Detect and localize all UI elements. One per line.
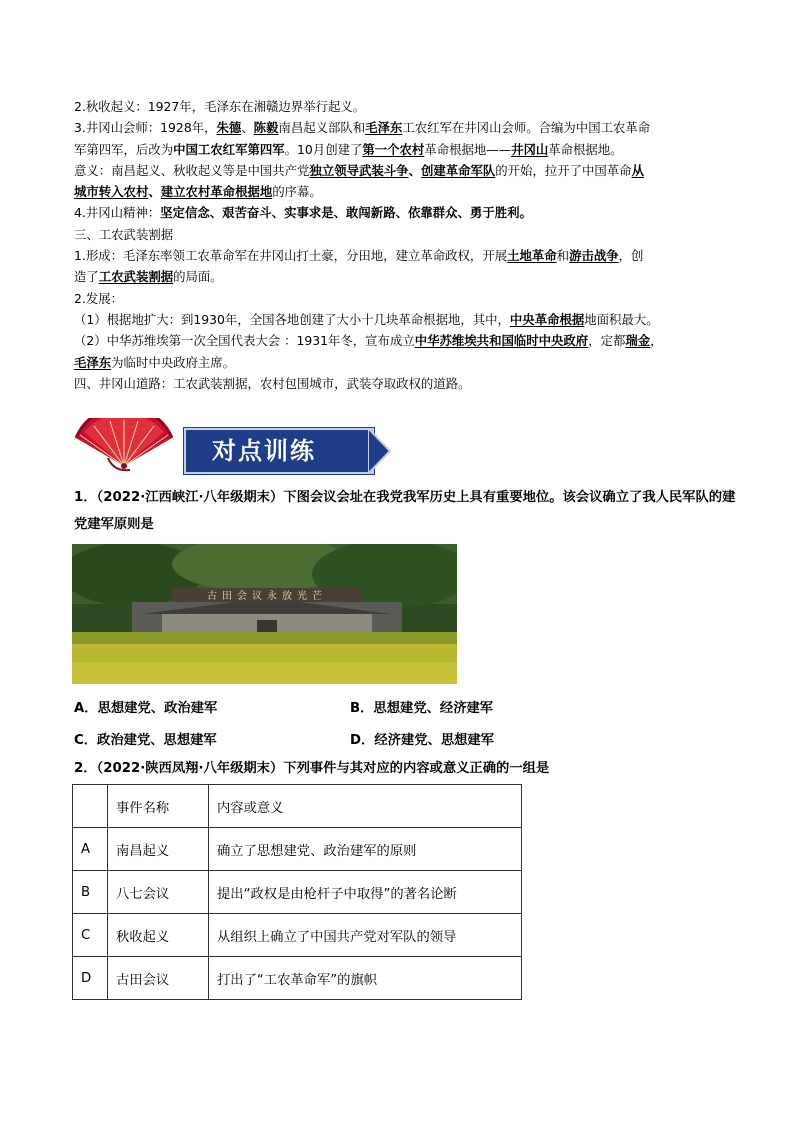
fan-icon: [74, 418, 178, 474]
text: 的开始，拉开了中国革命: [495, 162, 632, 178]
option-b[interactable]: B．思想建党、经济建军: [350, 701, 494, 716]
photo-sign: 古田会议永放光芒: [207, 591, 327, 602]
table-cell: 古田会议: [108, 957, 209, 1000]
key-term: 中国工农红军第四军: [173, 141, 285, 157]
section-banner: [74, 418, 394, 474]
text: 的序幕。: [272, 184, 322, 200]
text: 1.形成：毛泽东率领工农革命军在井冈山打土豪，分田地，建立革命政权，开展: [74, 248, 508, 264]
note-line: 2.发展：: [74, 290, 123, 306]
key-term: 陈毅: [253, 120, 279, 136]
table-row: [73, 957, 522, 1000]
key-term: 第一个农村: [362, 141, 425, 157]
text: 革命根据地——: [424, 141, 512, 157]
key-term: 工农武装割据: [98, 269, 174, 285]
text: 。10月创建了: [284, 141, 363, 157]
text: 南昌起义部队和: [278, 120, 366, 136]
section-heading: 三、工农武装割据: [74, 226, 174, 242]
key-term: 毛泽东: [365, 120, 403, 136]
table-header-cell: 内容或意义: [209, 785, 522, 828]
banner-arrow: [368, 428, 392, 474]
option-a[interactable]: A．思想建党、政治建军: [74, 701, 218, 716]
table-cell: 从组织上确立了中国共产党对军队的领导: [209, 914, 522, 957]
table-cell: 提出“政权是由枪杆子中取得”的著名论断: [209, 871, 522, 914]
text: 地面积最大。: [584, 311, 659, 327]
note-line: [74, 160, 734, 181]
note-line: [74, 139, 734, 160]
key-term: 从: [631, 162, 644, 178]
table-cell: [73, 785, 108, 828]
key-term: 创建革命军队: [420, 162, 496, 178]
table-cell: 确立了思想建党、政治建军的原则: [209, 828, 522, 871]
key-term: 土地革命: [507, 248, 557, 264]
text: ，定都: [588, 333, 626, 349]
text: 、: [241, 120, 254, 136]
table-cell: C: [73, 914, 108, 957]
text: 军第四军，后改为: [74, 141, 174, 157]
key-term: 独立领导武装斗争: [309, 162, 409, 178]
banner-title: 对点训练: [212, 436, 316, 465]
text: 为临时中央政府主席。: [111, 354, 236, 370]
gutian-site-photo: [72, 544, 457, 684]
note-line: [74, 309, 734, 330]
key-term: 建立农村革命根据地: [160, 184, 273, 200]
note-line: [74, 245, 734, 266]
text: （2）中华苏维埃第一次全国代表大会 ：1931年冬，宣布成立: [74, 333, 415, 349]
text: 4.井冈山精神：: [74, 205, 161, 221]
text: 3.井冈山会师：1928年，: [74, 120, 217, 136]
text: 革命根据地。: [548, 141, 623, 157]
key-term: 中央革命根据: [509, 311, 585, 327]
note-line: 2.秋收起义：1927年，毛泽东在湘赣边界举行起义。: [74, 99, 366, 114]
table-row: [73, 914, 522, 957]
section-heading: 四、井冈山道路：工农武装割据，农村包围城市，武装夺取政权的道路。: [74, 375, 471, 391]
note-line: [74, 202, 734, 223]
question-2: 2．（2022·陕西凤翔·八年级期末）下列事件与其对应的内容或意义正确的一组是: [74, 761, 550, 776]
text: 工农红军在井冈山会师。合编为中国工农革命: [402, 120, 651, 136]
text: 和: [556, 248, 570, 264]
key-term: 瑞金: [625, 333, 651, 349]
note-line: [74, 352, 734, 373]
option-d[interactable]: D．经济建党、思想建军: [350, 733, 495, 748]
text: 、: [408, 162, 421, 178]
table-row: [73, 871, 522, 914]
note-line: [74, 181, 734, 202]
table-cell: A: [73, 828, 108, 871]
key-term: 城市转入农村: [74, 184, 149, 200]
table-cell: 打出了“工农革命军”的旗帜: [209, 957, 522, 1000]
text: ，创: [618, 248, 644, 264]
text: 造了: [74, 269, 99, 285]
key-term: 井冈山: [511, 141, 549, 157]
question-1: 1．（2022·江西峡江·八年级期末）下图会议会址在我党我军历史上具有重要地位。该会议确立了我人民军队的建党建军原则是: [74, 490, 736, 532]
text: 意义：南昌起义、秋收起义等是中国共产党: [74, 162, 310, 178]
text: （1）根据地扩大：到1930年，全国各地创建了大小十几块革命根据地，其中，: [74, 311, 510, 327]
key-term: 坚定信念、艰苦奋斗、实事求是、敢闯新路、依靠群众、勇于胜利。: [160, 205, 532, 221]
table-cell: 八七会议: [108, 871, 209, 914]
notes-section: [74, 96, 734, 394]
table-cell: B: [73, 871, 108, 914]
key-term: 中华苏维埃共和国临时中央政府: [414, 333, 589, 349]
note-line: [74, 330, 734, 351]
table-header-row: [73, 785, 522, 828]
table-cell: 秋收起义: [108, 914, 209, 957]
note-line: [74, 117, 734, 138]
table-cell: 南昌起义: [108, 828, 209, 871]
table-cell: D: [73, 957, 108, 1000]
text: ，: [650, 333, 663, 349]
key-term: 朱德: [216, 120, 242, 136]
table-row: [73, 828, 522, 871]
key-term: 游击战争: [569, 248, 619, 264]
key-term: 毛泽东: [74, 354, 112, 370]
text: 的局面。: [173, 269, 223, 285]
option-c[interactable]: C．政治建党、思想建军: [74, 733, 217, 748]
table-header-cell: 事件名称: [108, 785, 209, 828]
events-table: [72, 784, 522, 1000]
note-line: [74, 266, 734, 287]
text: 、: [148, 184, 161, 200]
